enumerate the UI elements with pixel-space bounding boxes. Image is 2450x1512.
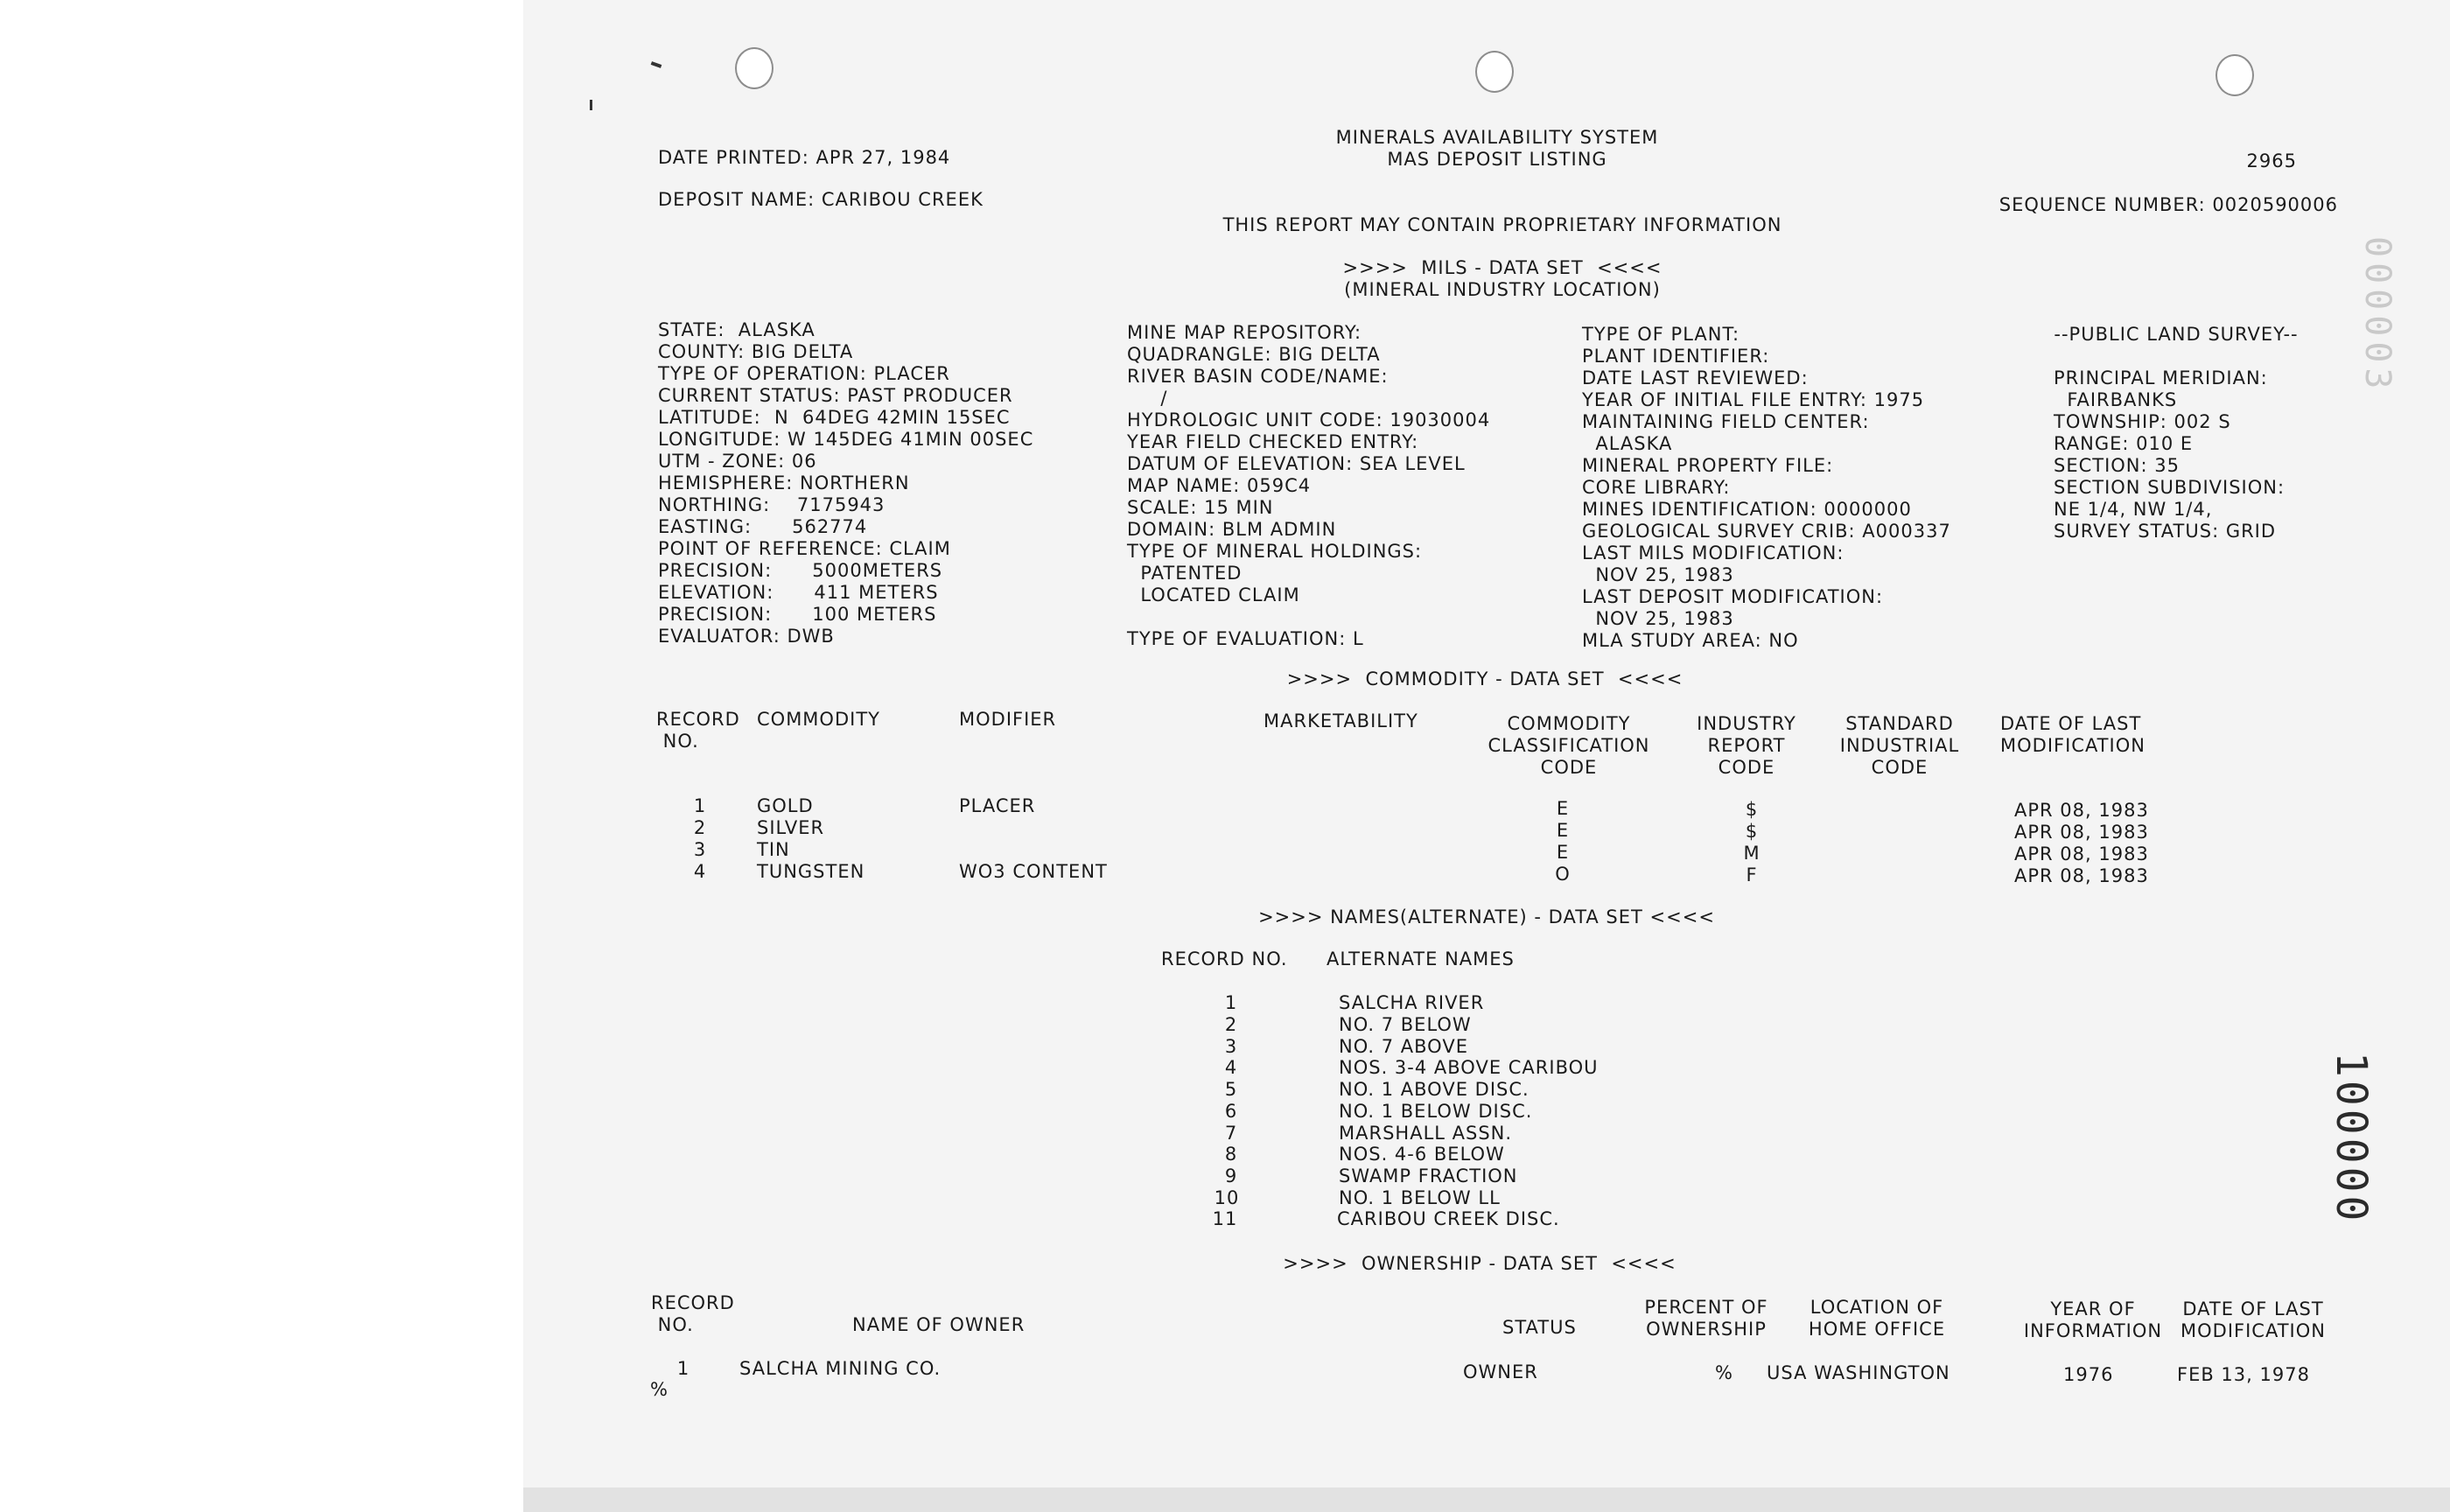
- names-header-names: ALTERNATE NAMES: [1326, 948, 1515, 970]
- sequence-number: SEQUENCE NUMBER: 0020590006: [1998, 194, 2338, 215]
- commodity-modifier: WO3 CONTENT: [959, 861, 1108, 882]
- commodity-record-no: 1: [693, 795, 707, 816]
- date-printed: DATE PRINTED: APR 27, 1984: [658, 147, 951, 168]
- commodity-header-marketability: MARKETABILITY: [1264, 710, 1418, 732]
- commodity-date: APR 08, 1983: [2014, 865, 2149, 886]
- name-record-no: 10: [1214, 1187, 1240, 1208]
- owner-percent: %: [1715, 1362, 1733, 1383]
- alternate-name: NO. 1 ABOVE DISC.: [1339, 1079, 1530, 1100]
- owner-year: 1976: [2063, 1364, 2114, 1385]
- mils-file-fields: TYPE OF PLANT: PLANT IDENTIFIER: DATE LAST REVIEWED: YEAR OF INITIAL FILE ENTRY: 1975 MAINTAINING FIELD CENTER: ALASKA MINERAL PROPERTY FILE: CORE LIBRARY: MINES IDENTIFICATION: 0000000 GEOLOGICAL SURVEY CRIB: A000337 LAST MILS MODIFICATION: NOV 25, 1983 LAST DEPOSIT MODIFICATION: NOV 25, 1983 MLA STUDY AREA: NO: [1582, 324, 1951, 651]
- alternate-name: SALCHA RIVER: [1339, 992, 1485, 1013]
- commodity-date: APR 08, 1983: [2014, 844, 2149, 864]
- commodity-header-modifier: MODIFIER: [959, 709, 1057, 730]
- name-record-no: 6: [1224, 1101, 1238, 1122]
- ownership-header-record: RECORD NO.: [651, 1292, 735, 1335]
- commodity-industry-code: F: [1746, 864, 1758, 886]
- commodity-header-standard: STANDARD INDUSTRIAL CODE: [1839, 713, 1960, 778]
- page-bottom-edge: [523, 1488, 2450, 1512]
- commodity-date: APR 08, 1983: [2014, 800, 2149, 821]
- ownership-footnote-mark: %: [650, 1379, 668, 1400]
- commodity-header-industry: INDUSTRY REPORT CODE: [1697, 713, 1796, 778]
- owner-location: USA WASHINGTON: [1767, 1362, 1950, 1383]
- punch-hole-left: [735, 47, 774, 89]
- system-title: MINERALS AVAILABILITY SYSTEM: [1335, 127, 1659, 148]
- listing-title: MAS DEPOSIT LISTING: [1387, 149, 1607, 170]
- page-number: 2965: [2246, 150, 2297, 172]
- ownership-section-title: >>>> OWNERSHIP - DATA SET <<<<: [1283, 1253, 1676, 1274]
- commodity-class-code: E: [1556, 820, 1570, 841]
- deposit-name: DEPOSIT NAME: CARIBOU CREEK: [658, 189, 984, 210]
- mils-map-fields: MINE MAP REPOSITORY: QUADRANGLE: BIG DELTA RIVER BASIN CODE/NAME: / HYDROLOGIC UNIT CODE: 19030004 YEAR FIELD CHECKED ENTRY: DATUM OF ELEVATION: SEA LEVEL MAP NAME: 059C4 SCALE: 15 MIN DOMAIN: BLM ADMIN TYPE OF MINERAL HOLDINGS: PATENTED LOCATED CLAIM TYPE OF EVALUATION: L: [1127, 322, 1491, 649]
- commodity-section-title: >>>> COMMODITY - DATA SET <<<<: [1286, 668, 1684, 690]
- commodity-header-record: RECORD NO.: [656, 709, 740, 752]
- names-header-record: RECORD NO.: [1161, 948, 1288, 970]
- ownership-header-location: LOCATION OF HOME OFFICE: [1808, 1297, 1946, 1340]
- ownership-header-percent: PERCENT OF OWNERSHIP: [1644, 1297, 1768, 1340]
- mils-section-subtitle: (MINERAL INDUSTRY LOCATION): [1344, 279, 1661, 300]
- ownership-header-year: YEAR OF INFORMATION: [2023, 1298, 2163, 1341]
- mils-section-title: >>>> MILS - DATA SET <<<<: [1342, 257, 1662, 278]
- owner-name: SALCHA MINING CO.: [739, 1358, 942, 1379]
- commodity-class-code: E: [1556, 842, 1570, 863]
- commodity-name: TUNGSTEN: [757, 861, 865, 882]
- name-record-no: 8: [1224, 1144, 1238, 1165]
- owner-status: OWNER: [1463, 1362, 1538, 1382]
- ownership-header-name: NAME OF OWNER: [852, 1314, 1026, 1335]
- alternate-name: NOS. 4-6 BELOW: [1339, 1144, 1505, 1165]
- alternate-name: SWAMP FRACTION: [1339, 1166, 1518, 1186]
- alternate-name: NO. 1 BELOW DISC.: [1339, 1101, 1533, 1122]
- land-survey-fields: PRINCIPAL MERIDIAN: FAIRBANKS TOWNSHIP: 002 S RANGE: 010 E SECTION: 35 SECTION SUBDIVISION: NE 1/4, NW 1/4, SURVEY STATUS: GRID: [2054, 368, 2286, 542]
- ownership-record-no: 1: [676, 1358, 690, 1379]
- owner-date: FEB 13, 1978: [2177, 1364, 2310, 1385]
- commodity-name: SILVER: [757, 817, 825, 838]
- commodity-record-no: 4: [693, 861, 707, 882]
- alternate-name: NO. 7 ABOVE: [1339, 1036, 1468, 1057]
- name-record-no: 4: [1224, 1057, 1238, 1078]
- name-record-no: 9: [1224, 1166, 1238, 1186]
- commodity-header-commodity: COMMODITY: [757, 709, 880, 730]
- commodity-record-no: 3: [693, 839, 707, 860]
- names-section-title: >>>> NAMES(ALTERNATE) - DATA SET <<<<: [1258, 906, 1715, 928]
- commodity-name: GOLD: [757, 795, 814, 816]
- commodity-industry-code: M: [1743, 843, 1760, 864]
- commodity-industry-code: $: [1745, 799, 1759, 820]
- commodity-industry-code: $: [1745, 821, 1759, 842]
- alternate-name: NOS. 3-4 ABOVE CARIBOU: [1339, 1057, 1599, 1078]
- commodity-date: APR 08, 1983: [2014, 822, 2149, 843]
- alternate-name: NO. 1 BELOW LL: [1339, 1187, 1501, 1208]
- alternate-name: MARSHALL ASSN.: [1339, 1123, 1513, 1144]
- alternate-name: CARIBOU CREEK DISC.: [1337, 1208, 1560, 1229]
- scan-speck: [590, 100, 592, 110]
- name-record-no: 1: [1224, 992, 1238, 1013]
- commodity-class-code: O: [1555, 864, 1571, 885]
- name-record-no: 3: [1224, 1036, 1238, 1057]
- name-record-no: 5: [1224, 1079, 1238, 1100]
- name-record-no: 11: [1212, 1208, 1238, 1229]
- commodity-header-classification: COMMODITY CLASSIFICATION CODE: [1488, 713, 1650, 778]
- punch-hole-middle: [1475, 51, 1514, 93]
- ownership-header-date: DATE OF LAST MODIFICATION: [2180, 1298, 2326, 1341]
- commodity-class-code: E: [1556, 798, 1570, 819]
- stamp-bottom-right: 100000: [2327, 1052, 2376, 1225]
- punch-hole-right: [2216, 54, 2254, 96]
- commodity-record-no: 2: [693, 817, 707, 838]
- commodity-modifier: PLACER: [959, 795, 1036, 816]
- stamp-top-right: 000003: [2357, 236, 2398, 395]
- commodity-header-date: DATE OF LAST MODIFICATION: [2000, 713, 2146, 756]
- commodity-name: TIN: [757, 839, 790, 860]
- ownership-header-status: STATUS: [1502, 1317, 1577, 1338]
- name-record-no: 7: [1224, 1123, 1238, 1144]
- proprietary-notice: THIS REPORT MAY CONTAIN PROPRIETARY INFORMATION: [1222, 214, 1782, 235]
- mils-location-fields: STATE: ALASKA COUNTY: BIG DELTA TYPE OF OPERATION: PLACER CURRENT STATUS: PAST PRODUCER LATITUDE: N 64DEG 42MIN 15SEC LONGITUDE: W 145DEG 41MIN 00SEC UTM - ZONE: 06 HEMISPHERE: NORTHERN NORTHING: 7175943 EASTING: 562774 POINT OF REFERENCE: CLAIM PRECISION: 5000METERS ELEVATION: 411 METERS PRECISION: 100 METERS EVALUATOR: DWB: [658, 319, 1034, 647]
- name-record-no: 2: [1224, 1014, 1238, 1035]
- land-survey-title: --PUBLIC LAND SURVEY--: [2054, 324, 2299, 345]
- alternate-name: NO. 7 BELOW: [1339, 1014, 1472, 1035]
